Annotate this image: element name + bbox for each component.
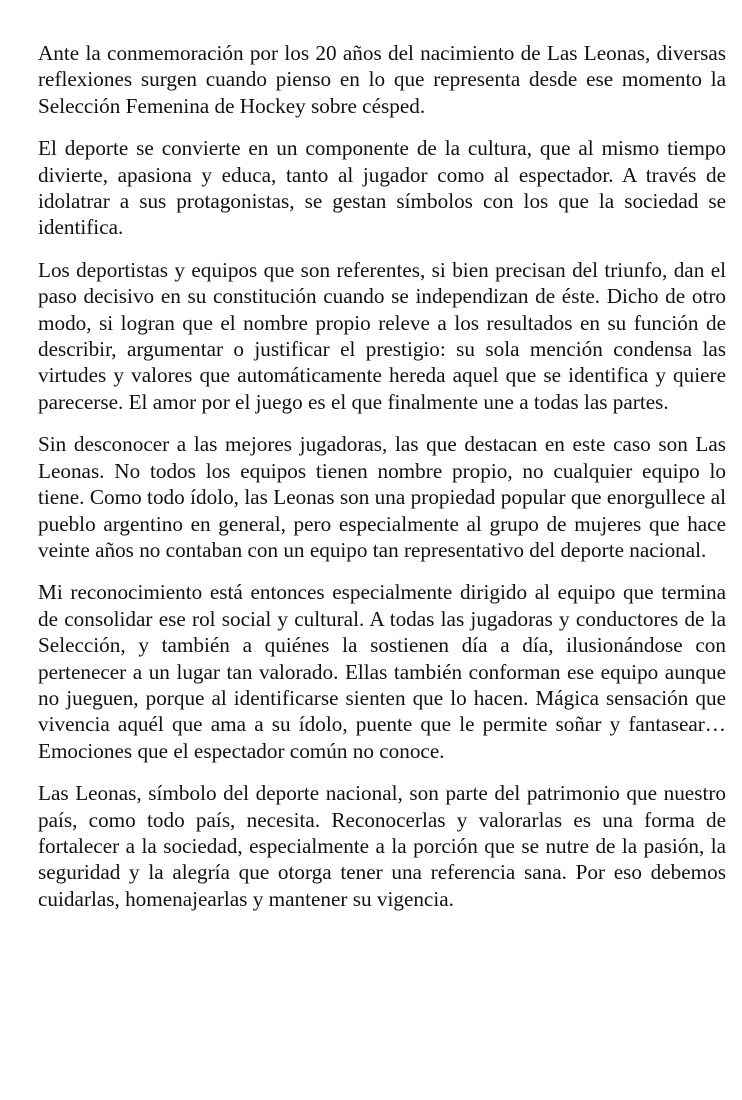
document-body [38, 40, 726, 928]
paragraph-6: Las Leonas, símbolo del deporte nacional, son parte del patrimonio que nuestro país, como todo país, necesita. Reconocerlas y valorarlas es una forma de fortalecer a la sociedad, especialmente a la porción que se nutre de la pasión, la seguridad y la alegría que otorga tener una referencia sana. Por eso debemos cuidarlas, homenajearlas y mantener su vigencia. [38, 781, 726, 911]
paragraph-4: Sin desconocer a las mejores jugadoras, las que destacan en este caso son Las Leonas. No todos los equipos tienen nombre propio, no cualquier equipo lo tiene. Como todo ídolo, las Leonas son una propiedad popular que enorgullece al pueblo argentino en general, pero especialmente al grupo de mujeres que hace veinte años no contaban con un equipo tan representativo del deporte nacional. [38, 432, 726, 562]
paragraph-2: El deporte se convierte en un componente de la cultura, que al mismo tiempo divierte, apasiona y educa, tanto al jugador como al espectador. A través de idolatrar a sus protagonistas, se gestan símbolos con los que la sociedad se identifica. [38, 136, 726, 240]
paragraph-3: Los deportistas y equipos que son referentes, si bien precisan del triunfo, dan el paso decisivo en su constitución cuando se independizan de éste. Dicho de otro modo, si logran que el nombre propio releve a los resultados en su función de describir, argumentar o justificar el prestigio: su sola mención condensa las virtudes y valores que automáticamente hereda aquel que se identifica y quiere parecerse. El amor por el juego es el que finalmente une a todas las partes. [38, 257, 726, 414]
paragraph-1: Ante la conmemoración por los 20 años del nacimiento de Las Leonas, diversas reflexiones surgen cuando pienso en lo que representa desde ese momento la Selección Femenina de Hockey sobre césped. [38, 41, 726, 118]
paragraph-5: Mi reconocimiento está entonces especialmente dirigido al equipo que termina de consolidar ese rol social y cultural. A todas las jugadoras y conductores de la Selección, y también a quiénes la sostienen día a día, ilusionándose con pertenecer a un lugar tan valorado. Ellas también conforman ese equipo aunque no jueguen, porque al identificarse sienten que lo hacen. Mágica sensación que vivencia aquél que ama a su ídolo, puente que le permite soñar y fantasear… Emociones que el espectador común no conoce. [38, 580, 726, 763]
